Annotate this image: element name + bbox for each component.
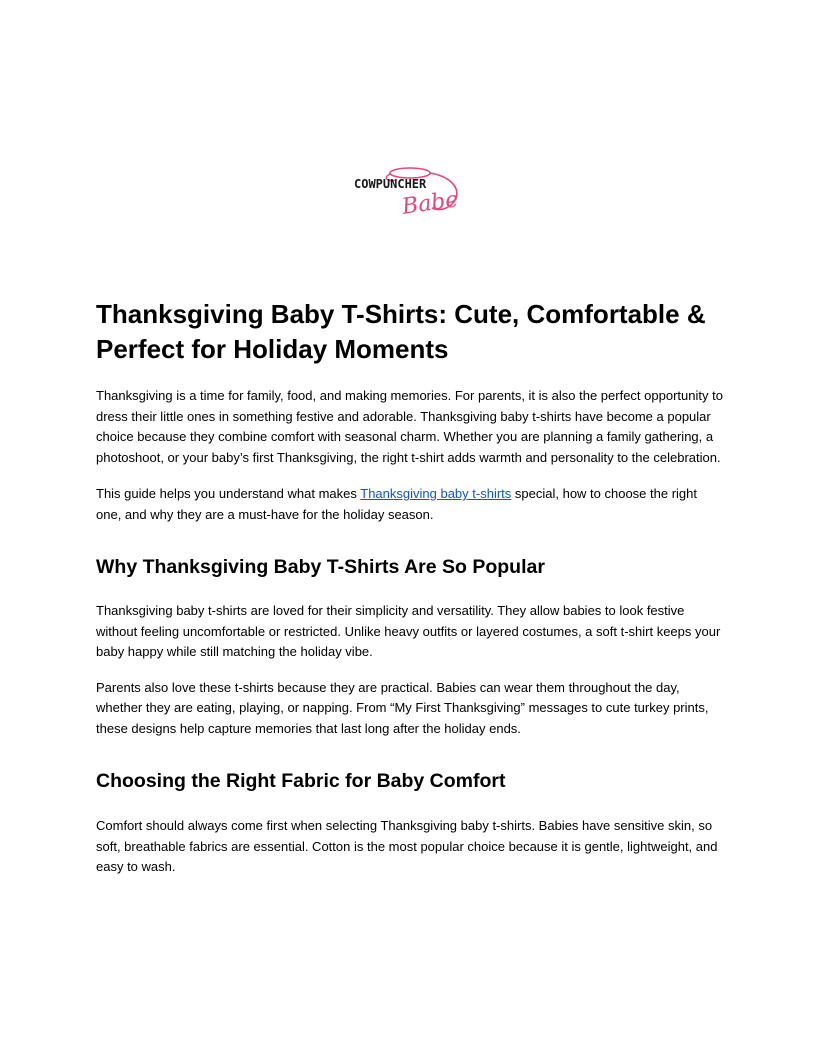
thanksgiving-baby-tshirts-link[interactable]: Thanksgiving baby t-shirts <box>360 486 512 501</box>
section-heading-popular: Why Thanksgiving Baby T-Shirts Are So Popular <box>96 556 545 578</box>
guide-text-before: This guide helps you understand what makes <box>96 486 361 501</box>
guide-text-after: special, how to choose the right one, and why they are a must-have for the holiday season. <box>96 486 698 522</box>
guide-paragraph <box>96 484 724 525</box>
logo-wordmark: COWPUNCHER <box>354 177 427 191</box>
popular-paragraph-1: Thanksgiving baby t-shirts are loved for their simplicity and versatility. They allow babies to look festive without feeling uncomfortable or restricted. Unlike heavy outfits or layered costumes, a soft t-shirt keeps your baby happy while still matching the holiday vibe. <box>96 603 721 659</box>
section-heading-fabric: Choosing the Right Fabric for Baby Comfort <box>96 770 506 792</box>
article <box>96 297 724 878</box>
fabric-paragraph-1: Comfort should always come first when selecting Thanksgiving baby t-shirts. Babies have sensitive skin, so soft, breathable fabrics are essential. Cotton is the most popular choice because it is gentle, lightweight, and easy to wash. <box>96 818 718 874</box>
logo-script-text: Babe <box>400 187 460 220</box>
cowpuncher-babe-logo <box>348 164 468 226</box>
intro-paragraph: Thanksgiving is a time for family, food, and making memories. For parents, it is also the perfect opportunity to dress their little ones in something festive and adorable. Thanksgiving baby t-shirts have become a popular choice because they combine comfort with seasonal charm. Whether you are planning a family gathering, a photoshoot, or your baby’s first Thanksgiving, the right t-shirt adds warmth and personality to the celebration. <box>96 388 723 465</box>
popular-paragraph-2: Parents also love these t-shirts because they are practical. Babies can wear them throughout the day, whether they are eating, playing, or napping. From “My First Thanksgiving” messages to cute turkey prints, these designs help capture memories that last long after the holiday ends. <box>96 679 709 736</box>
article-title: Thanksgiving Baby T-Shirts: Cute, Comfortable & Perfect for Holiday Moments <box>96 299 706 364</box>
